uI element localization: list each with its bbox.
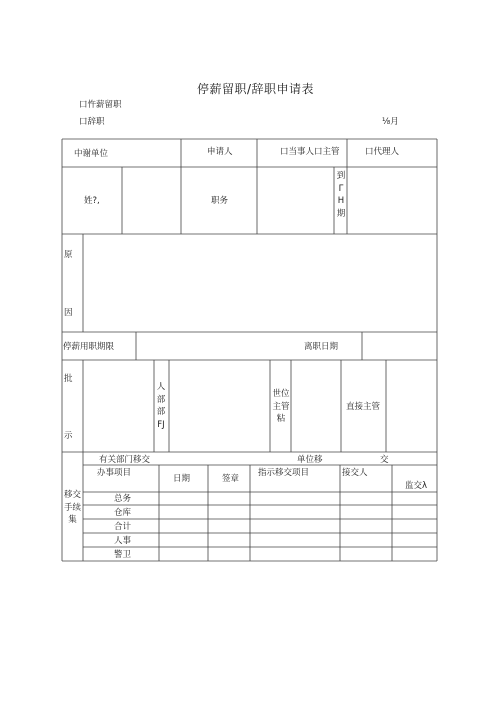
list-item: 仓库 bbox=[114, 508, 132, 518]
form-title: 停薪留职/辞职申请表 bbox=[197, 82, 315, 96]
suspension-period-label: 停薪用职期限 bbox=[63, 342, 115, 352]
list-item: 人事 bbox=[114, 536, 132, 546]
reason-label-top: 原 bbox=[64, 250, 73, 260]
dept-handover-label: 有关部门移交 bbox=[99, 455, 151, 465]
option-suspension-checkbox[interactable]: 口忤薪留职 bbox=[79, 100, 122, 110]
list-item: 总务 bbox=[114, 494, 132, 504]
unit-handover-label-b: 交 bbox=[380, 455, 389, 465]
col-item-header: 办事项目 bbox=[97, 468, 132, 478]
reason-label-bottom: 因 bbox=[64, 308, 73, 318]
applicant-label: 申请人 bbox=[207, 147, 233, 157]
col-seal-header: 签章 bbox=[222, 474, 240, 484]
unit-handover-label-a: 单位移 bbox=[297, 455, 323, 465]
name-label: 姓?, bbox=[84, 196, 100, 206]
col-receiver-header: 接交人 bbox=[342, 468, 368, 478]
arrival-date-label: 到 Γ H 期 bbox=[336, 171, 346, 219]
role-checkboxes[interactable]: 口当事人口主管 bbox=[280, 147, 340, 157]
position-label: 职务 bbox=[211, 196, 229, 206]
approval-label-bottom: 示 bbox=[64, 431, 73, 441]
col-date-header: 日期 bbox=[173, 474, 191, 484]
approval-label-top: 批 bbox=[64, 374, 73, 384]
unit-supervisor-label: 世位 主管 粘 bbox=[272, 389, 290, 424]
hr-dept-label: 人 部 部 FJ bbox=[156, 382, 166, 430]
leave-date-label: 离职日期 bbox=[304, 342, 339, 352]
list-item: 合计 bbox=[114, 522, 132, 532]
handover-section-label: 移交 手续 集 bbox=[63, 490, 81, 525]
agent-checkbox[interactable]: 口代理人 bbox=[365, 147, 400, 157]
list-item: 警卫 bbox=[114, 550, 132, 560]
applicant-unit-label: 中谢单位 bbox=[74, 149, 109, 159]
option-resign-checkbox[interactable]: 口辞职 bbox=[79, 117, 105, 127]
col-supervisor-header: 监交λ bbox=[405, 481, 428, 491]
date-label: ⅛月 bbox=[382, 117, 399, 127]
col-handover-items-header: 指示移交项目 bbox=[258, 468, 310, 478]
direct-supervisor-label: 直接主管 bbox=[346, 402, 381, 412]
